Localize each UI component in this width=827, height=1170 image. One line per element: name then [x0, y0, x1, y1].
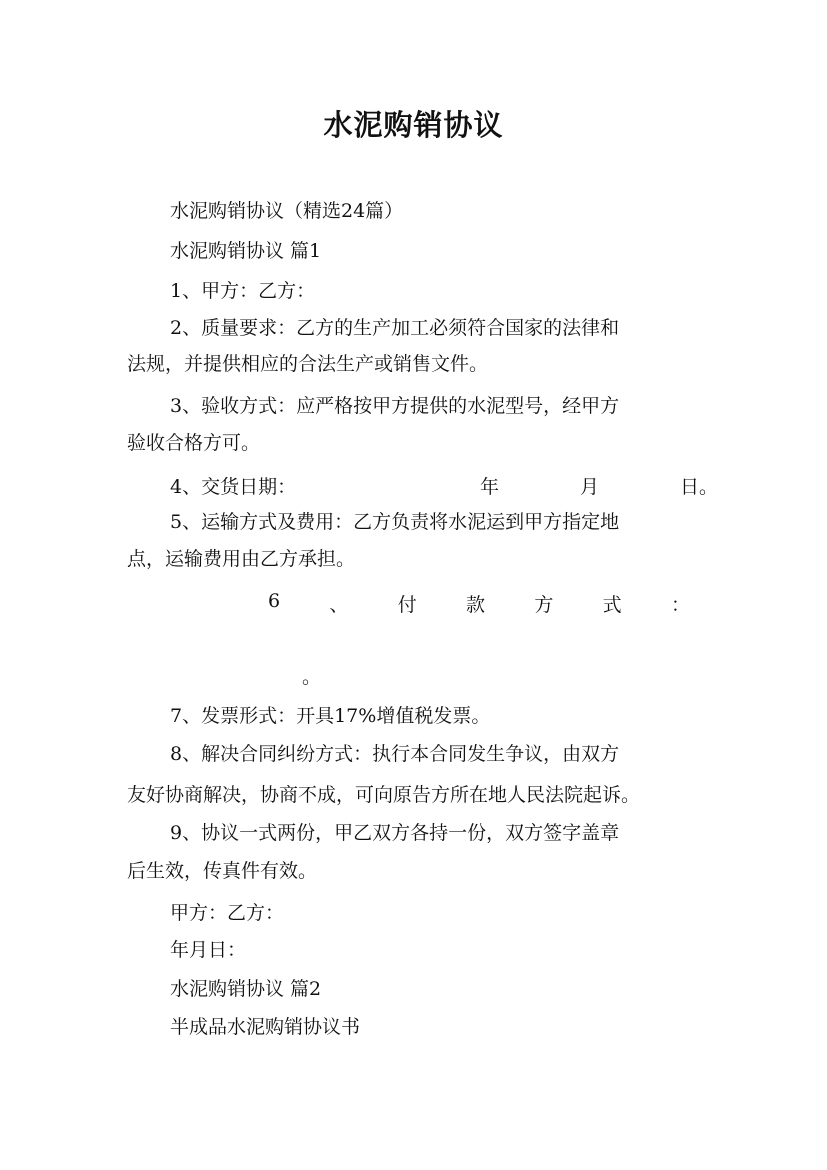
- clause-6-char: 付: [397, 594, 417, 616]
- clause-6-char: ：: [670, 594, 690, 616]
- clause-3-line-1: 3、验收方式：应严格按甲方提供的水泥型号，经甲方: [170, 395, 620, 417]
- section-heading-2: 水泥购销协议 篇2: [170, 978, 322, 1000]
- clause-7: 7、发票形式：开具17%增值税发票。: [170, 705, 491, 727]
- clause-4-month: 月: [580, 476, 600, 498]
- clause-6-char: 款: [466, 594, 486, 616]
- clause-6-char: 式: [602, 594, 622, 616]
- clause-6-payment-method: [268, 590, 690, 617]
- clause-1: 1、甲方：乙方：: [170, 280, 316, 302]
- signature-line: 甲方：乙方：: [170, 902, 285, 924]
- document-subtitle: 水泥购销协议（精选24篇）: [170, 200, 404, 222]
- clause-6-char: 方: [534, 594, 554, 616]
- clause-8-line-2: 友好协商解决，协商不成，可向原告方所在地人民法院起诉。: [127, 784, 641, 806]
- clause-9-line-1: 9、协议一式两份，甲乙双方各持一份，双方签字盖章: [170, 822, 620, 844]
- clause-2-line-2: 法规，并提供相应的合法生产或销售文件。: [127, 353, 489, 375]
- clause-5-line-1: 5、运输方式及费用：乙方负责将水泥运到甲方指定地: [170, 511, 620, 533]
- clause-4-day: 日。: [680, 476, 719, 498]
- clause-6-end: 。: [302, 666, 322, 688]
- clause-6-char: 6: [268, 590, 281, 612]
- clause-9-line-2: 后生效，传真件有效。: [127, 860, 318, 882]
- clause-8-line-1: 8、解决合同纠纷方式：执行本合同发生争议，由双方: [170, 743, 620, 765]
- clause-4-label: 4、交货日期：: [170, 476, 297, 498]
- section-2-first-line: 半成品水泥购销协议书: [170, 1016, 361, 1038]
- document-title: 水泥购销协议: [323, 108, 504, 142]
- clause-4-year: 年: [480, 476, 500, 498]
- clause-5-line-2: 点，运输费用由乙方承担。: [127, 548, 356, 570]
- section-heading-1: 水泥购销协议 篇1: [170, 240, 322, 262]
- clause-3-line-2: 验收合格方可。: [127, 432, 261, 454]
- clause-2-line-1: 2、质量要求：乙方的生产加工必须符合国家的法律和: [170, 317, 620, 339]
- clause-6-char: 、: [329, 594, 349, 616]
- date-line: 年月日：: [170, 939, 247, 961]
